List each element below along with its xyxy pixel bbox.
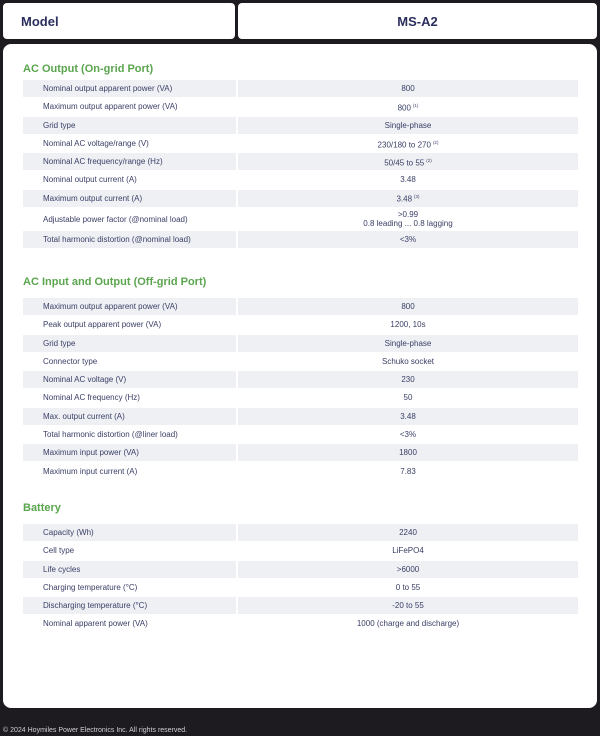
- table-row: [23, 171, 578, 188]
- row-label: Adjustable power factor (@nominal load): [23, 208, 236, 230]
- value-main: >6000: [396, 564, 420, 574]
- footnote-marker: (2): [426, 157, 432, 163]
- row-label: Maximum output current (A): [23, 190, 236, 207]
- row-value: [238, 80, 578, 97]
- value-text: [400, 467, 416, 476]
- table-row: [23, 426, 578, 443]
- value-text: [382, 357, 434, 366]
- table-battery: [23, 524, 578, 634]
- row-label: Maximum output apparent power (VA): [23, 298, 236, 315]
- value-text: [397, 565, 419, 574]
- value-main: 800: [401, 84, 415, 93]
- table-row: [23, 316, 578, 333]
- table-row: [23, 298, 578, 315]
- row-value: [238, 561, 578, 578]
- table-ac-offgrid: [23, 298, 578, 481]
- value-main: 1800: [399, 448, 417, 458]
- row-value: [238, 389, 578, 406]
- value-main: 1200, 10s: [390, 320, 426, 330]
- table-row: [23, 80, 578, 97]
- row-value: [238, 408, 578, 425]
- footnote-marker: (1): [412, 102, 419, 108]
- row-label: Maximum output apparent power (VA): [23, 98, 236, 115]
- value-text: [401, 84, 414, 93]
- table-row: [23, 463, 578, 480]
- value-text: [384, 156, 432, 168]
- value-secondary: 0.8 leading ... 0.8 lagging: [363, 219, 453, 229]
- table-row: [23, 117, 578, 134]
- table-row: [23, 371, 578, 388]
- value-text: [396, 583, 420, 592]
- row-value: [238, 335, 578, 352]
- row-value: [238, 371, 578, 388]
- footer-copyright: © 2024 Hoymiles Power Electronics Inc. All rights reserved.: [3, 727, 188, 734]
- row-value: [238, 542, 578, 559]
- table-row: [23, 208, 578, 230]
- value-main: 2240: [399, 528, 417, 537]
- row-label: Total harmonic distortion (@nominal load): [23, 231, 236, 248]
- section-title-ac-output: AC Output (On-grid Port): [23, 63, 154, 75]
- value-text: [400, 175, 416, 184]
- table-row: [23, 561, 578, 578]
- table-row: [23, 408, 578, 425]
- value-text: [399, 528, 417, 537]
- table-row: [23, 231, 578, 248]
- row-value: [238, 615, 578, 632]
- spec-header: [3, 3, 597, 39]
- value-main: 3.48: [396, 195, 413, 205]
- row-label: Nominal AC frequency/range (Hz): [23, 153, 236, 170]
- value-main: 0 to 55: [395, 582, 421, 592]
- table-row: [23, 153, 578, 170]
- row-value: [238, 426, 578, 443]
- value-main: 800: [397, 103, 411, 113]
- value-main: Single-phase: [384, 338, 432, 348]
- table-row: [23, 524, 578, 541]
- value-text: [378, 138, 439, 150]
- value-main: -20 to 55: [392, 601, 424, 611]
- row-label: Peak output apparent power (VA): [23, 316, 236, 333]
- table-row: [23, 542, 578, 559]
- value-main: Single-phase: [384, 120, 432, 130]
- row-value: [238, 298, 578, 315]
- row-label: Nominal AC voltage/range (V): [23, 135, 236, 152]
- table-row: [23, 389, 578, 406]
- value-main: 3.48: [400, 175, 416, 185]
- table-row: [23, 135, 578, 152]
- value-text: [398, 210, 418, 219]
- row-value: [238, 190, 578, 207]
- value-text: [404, 393, 413, 402]
- table-row: [23, 335, 578, 352]
- value-main: >0.99: [397, 210, 419, 220]
- row-label: Connector type: [23, 353, 236, 370]
- row-label: Grid type: [23, 117, 236, 134]
- row-value: [238, 117, 578, 134]
- row-label: Maximum input current (A): [23, 463, 236, 480]
- value-main: 50/45 to 55: [384, 158, 425, 168]
- footnote-marker: (2): [432, 139, 439, 145]
- value-main: Schuko socket: [381, 356, 435, 366]
- row-label: Cell type: [23, 542, 236, 559]
- table-row: [23, 615, 578, 632]
- row-label: Life cycles: [23, 561, 236, 578]
- value-main: <3%: [399, 235, 417, 245]
- table-row: [23, 444, 578, 461]
- value-text: [399, 448, 417, 457]
- row-label: Nominal AC frequency (Hz): [23, 389, 236, 406]
- value-text: [398, 101, 419, 113]
- value-text: [396, 192, 419, 204]
- model-label: Model: [3, 3, 235, 39]
- row-value: [238, 316, 578, 333]
- row-label: Discharging temperature (°C): [23, 597, 236, 614]
- value-main: 800: [401, 302, 415, 311]
- section-title-battery: Battery: [23, 502, 61, 514]
- spec-panel: [3, 44, 597, 708]
- value-main: 230: [401, 375, 415, 385]
- row-label: Max. output current (A): [23, 408, 236, 425]
- row-value: [238, 524, 578, 541]
- row-value: [238, 444, 578, 461]
- row-value: [238, 135, 578, 152]
- value-text: [385, 339, 432, 348]
- row-value: [238, 597, 578, 614]
- value-text: [400, 412, 416, 421]
- value-text: [390, 320, 425, 329]
- row-label: Nominal apparent power (VA): [23, 615, 236, 632]
- value-text: [400, 235, 416, 244]
- row-label: Nominal output current (A): [23, 171, 236, 188]
- value-text: [400, 430, 416, 439]
- value-main: <3%: [399, 430, 417, 440]
- value-main: LiFePO4: [392, 546, 424, 556]
- table-row: [23, 98, 578, 115]
- row-value: [238, 98, 578, 115]
- row-label: Charging temperature (°C): [23, 579, 236, 596]
- table-row: [23, 190, 578, 207]
- value-main: 7.83: [400, 466, 416, 476]
- row-label: Grid type: [23, 335, 236, 352]
- table-row: [23, 597, 578, 614]
- value-main: 50: [403, 393, 413, 403]
- value-text: [357, 619, 459, 628]
- row-value: [238, 171, 578, 188]
- value-text: [392, 601, 424, 610]
- row-label: Nominal output apparent power (VA): [23, 80, 236, 97]
- table-ac-output: [23, 80, 578, 250]
- row-value: [238, 463, 578, 480]
- row-label: Nominal AC voltage (V): [23, 371, 236, 388]
- row-label: Capacity (Wh): [23, 524, 236, 541]
- row-value: [238, 208, 578, 230]
- value-text: [401, 375, 414, 384]
- model-value: MS-A2: [238, 3, 597, 39]
- row-value: [238, 353, 578, 370]
- section-title-ac-offgrid: AC Input and Output (Off-grid Port): [23, 276, 207, 288]
- value-main: 1000 (charge and discharge): [356, 619, 460, 629]
- value-text: [401, 302, 414, 311]
- row-value: [238, 231, 578, 248]
- value-main: 230/180 to 270: [377, 140, 431, 150]
- value-main: 3.48: [400, 411, 416, 421]
- footnote-marker: (3): [414, 194, 420, 200]
- row-label: Maximum input power (VA): [23, 444, 236, 461]
- row-value: [238, 579, 578, 596]
- value-text: [385, 121, 432, 130]
- row-value: [238, 153, 578, 170]
- row-label: Total harmonic distortion (@liner load): [23, 426, 236, 443]
- table-row: [23, 579, 578, 596]
- table-row: [23, 353, 578, 370]
- value-text: [392, 546, 424, 555]
